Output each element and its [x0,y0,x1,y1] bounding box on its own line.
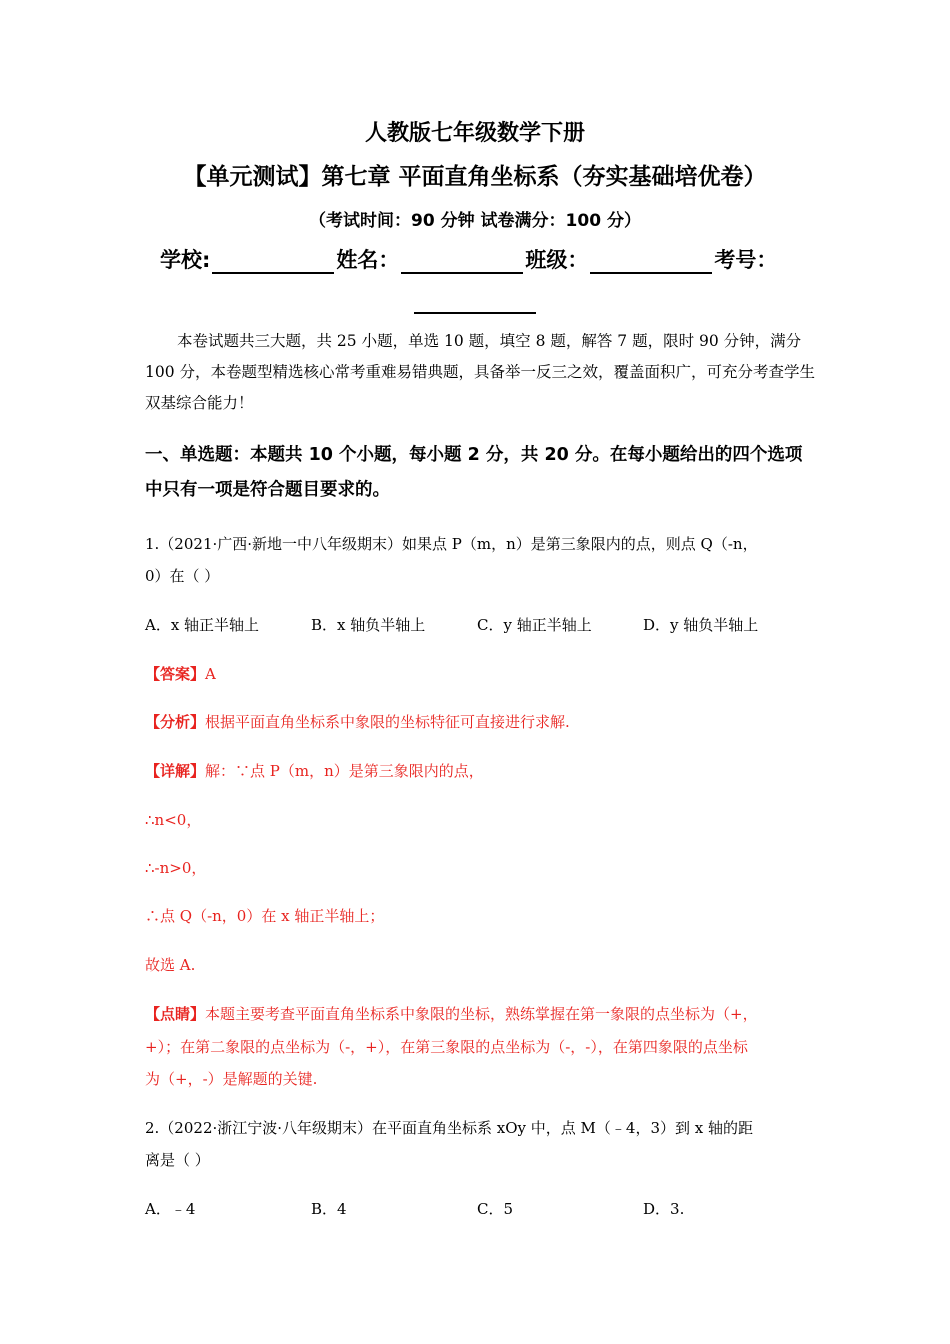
q2-option-c: C．5 [477,1200,514,1218]
q2-option-b: B．4 [311,1200,347,1218]
q1-comment-line2: +）；在第二象限的点坐标为（-，+），在第三象限的点坐标为（-，-），在第四象限的点坐标 [145,1038,748,1056]
q1-step3: ∴点 Q（-n，0）在 x 轴正半轴上； [145,907,385,925]
q1-option-b: B．x 轴负半轴上 [311,616,426,634]
q2-stem-line2: 离是（ ） [145,1151,210,1169]
q1-option-c: C．y 轴正半轴上 [477,616,592,634]
section-heading: 一、单选题：本题共 10 个小题，每小题 2 分，共 20 分。在每小题给出的四个选项中只有一项是符合题目要求的。 [145,445,803,500]
q1-comment-line1 [145,998,825,1030]
comment-tag: 【点睛】 [145,1005,206,1023]
school-label: 学校: [160,248,211,272]
q1-stem-line2: 0）在（ ） [145,567,220,585]
q1-answer [145,658,825,690]
q1-stem-line1: 1.（2021·广西·新地一中八年级期末）如果点 P（m，n）是第三象限内的点，则点 Q（-n， [145,535,758,553]
q2-stem-line1: 2.（2022·浙江宁波·八年级期末）在平面直角坐标系 xOy 中，点 M（﹣4，3）到 x 轴的距 [145,1119,754,1137]
q1-step1: ∴n<0， [145,811,202,829]
answer-value: A [205,665,216,683]
q1-step4: 故选 A. [145,956,196,974]
detail-text: 解：∵点 P（m，n）是第三象限内的点， [205,762,484,780]
q2-option-d: D．3. [643,1200,685,1218]
q1-option-a: A．x 轴正半轴上 [145,616,260,634]
q1-options [145,609,825,641]
q1-option-d: D．y 轴负半轴上 [643,616,759,634]
name-label: 姓名： [336,248,400,272]
school-blank[interactable] [212,250,334,274]
document-subtitle: 【单元测试】第七章 平面直角坐标系（夯实基础培优卷） [183,164,767,190]
q2-options [145,1193,825,1225]
detail-tag: 【详解】 [145,762,206,780]
q1-step2: ∴-n>0， [145,859,207,877]
class-label: 班级： [525,248,589,272]
class-blank[interactable] [590,250,712,274]
name-blank[interactable] [401,250,523,274]
q1-analysis [145,706,825,738]
answer-tag: 【答案】 [145,665,206,683]
q2-option-a: A．﹣4 [145,1200,196,1218]
q1-detail [145,755,825,787]
analysis-tag: 【分析】 [145,713,206,731]
intro-paragraph: 本卷试题共三大题，共 25 小题，单选 10 题，填空 8 题，解答 7 题，限时 90 分钟，满分 100 分，本卷题型精选核心常考重难易错典题，具备举一反三之效，覆盖面积广，可充分考查学生双基综合能力！ [145,332,816,412]
number-label: 考号： [714,248,778,272]
document-title: 人教版七年级数学下册 [364,121,585,146]
comment-text-1: 本题主要考查平面直角坐标系中象限的坐标，熟练掌握在第一象限的点坐标为（+， [205,1005,758,1023]
exam-info: （考试时间：90 分钟 试卷满分：100 分） [309,211,641,231]
q1-comment-line3: 为（+，-）是解题的关键. [145,1070,318,1088]
student-info-row [160,244,810,274]
analysis-text: 根据平面直角坐标系中象限的坐标特征可直接进行求解. [205,713,570,731]
number-blank[interactable] [414,290,536,314]
